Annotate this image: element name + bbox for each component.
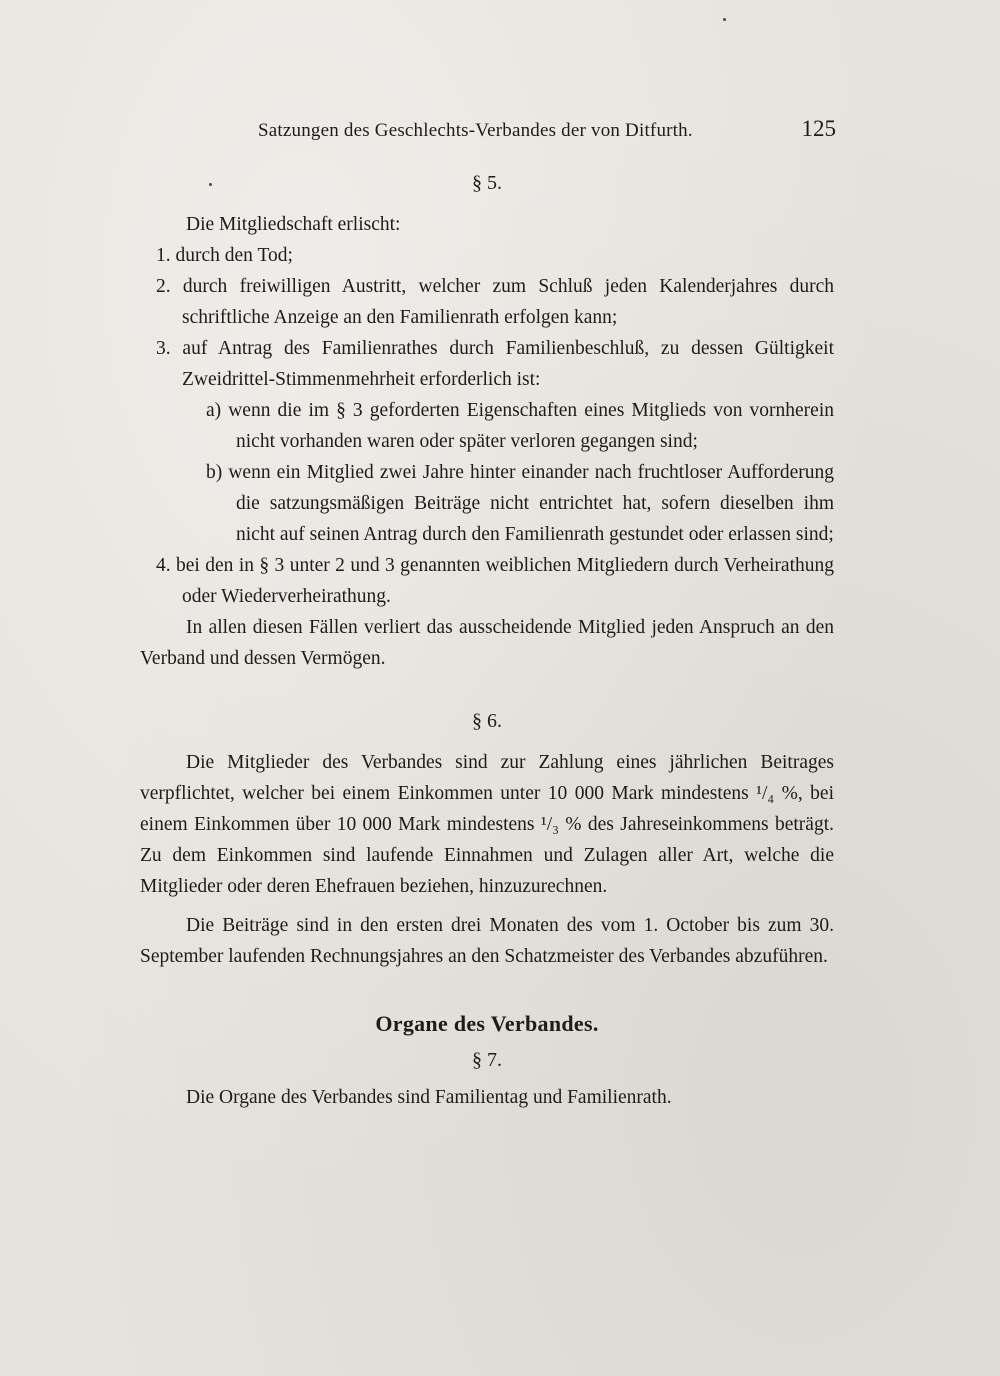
page-header — [258, 116, 836, 150]
section-5-item-1: 1. durch den Tod; — [156, 245, 293, 266]
section-5-title: § 5. — [472, 172, 502, 194]
section-7-text: Die Organe des Verbandes sind Familientag und Familienrath. — [186, 1087, 672, 1108]
section-5-item-3: 3. auf Antrag des Familienrathes durch Familienbeschluß, zu dessen Gültigkeit Zweidrittel-Stimmenmehrheit erforderlich ist: — [156, 338, 834, 390]
page-number: 125 — [801, 116, 836, 141]
running-title: Satzungen des Geschlechts-Verbandes der von Ditfurth. — [258, 120, 693, 141]
section-6-title: § 6. — [472, 710, 502, 732]
section-5-item-4: 4. bei den in § 3 unter 2 und 3 genannten weiblichen Mitgliedern durch Verheirathung oder Wiederverheirathung. — [156, 555, 834, 607]
section-5-item-2: 2. durch freiwilligen Austritt, welcher zum Schluß jeden Kalenderjahres durch schriftliche Anzeige an den Familienrath erfolgen kann; — [156, 276, 834, 328]
section-5-closing: In allen diesen Fällen verliert das ausscheidende Mitglied jeden Anspruch an den Verband und dessen Vermögen. — [140, 617, 834, 669]
speck — [723, 18, 726, 21]
section-5-subitem-b: b) wenn ein Mitglied zwei Jahre hinter einander nach fruchtloser Aufforderung die satzungsmäßigen Beiträge nicht entrichtet hat, sofern dieselben ihm nicht auf seinen Antrag durch den Familienrath gestundet oder erlassen sind; — [206, 462, 834, 545]
section-5-subitem-a: a) wenn die im § 3 geforderten Eigenschaften eines Mitglieds von vornherein nicht vorhanden waren oder später verloren gegangen sind; — [206, 400, 834, 452]
organe-heading: Organe des Verbandes. — [375, 1011, 599, 1036]
page-body — [140, 168, 834, 1113]
section-5-intro: Die Mitgliedschaft erlischt: — [186, 214, 401, 235]
section-6-paragraph-2: Die Beiträge sind in den ersten drei Monaten des vom 1. October bis zum 30. September laufenden Rechnungsjahres an den Schatzmeister des Verbandes abzuführen. — [140, 915, 834, 967]
section-6-paragraph-1: Die Mitglieder des Verbandes sind zur Zahlung eines jährlichen Beitrages verpflichtet, welcher bei einem Einkommen unter 10 000 Mark mindestens ¹/₄ %, bei einem Einkommen über 10 000 Mark mindestens ¹/₃ % des Jahreseinkommens beträgt. Zu dem Einkommen sind laufende Einnahmen und Zulagen aller Art, welche die Mitglieder oder deren Ehefrauen beziehen, hinzuzurechnen. — [140, 752, 834, 897]
section-7-title: § 7. — [472, 1049, 502, 1071]
